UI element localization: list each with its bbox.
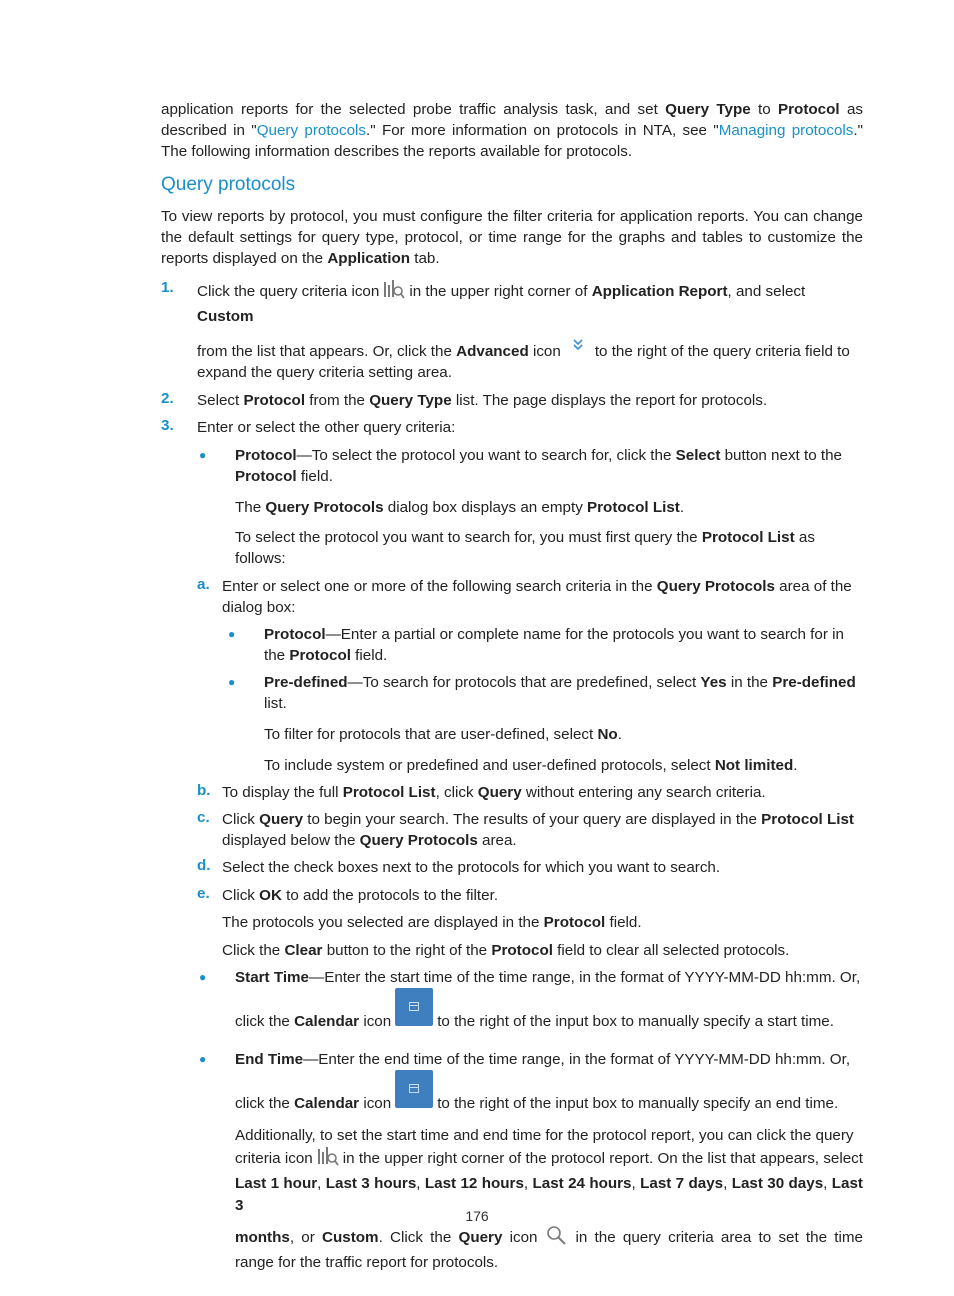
sub-bullet-predefined: [161, 672, 863, 714]
substep-c-text: [222, 809, 863, 851]
substep-label: a.: [197, 576, 210, 593]
bold-text: Last 3 hours: [325, 1175, 417, 1192]
link-managing-protocols[interactable]: Managing protocols: [718, 122, 854, 139]
text: —To search for protocols that are predefined, select: [347, 674, 701, 691]
bullet-dot-icon: ●: [228, 675, 236, 689]
bold-text: End Time: [235, 1051, 304, 1068]
substep-label: d.: [197, 857, 211, 874]
text: to the right of the query criteria field to expand the query criteria setting area.: [197, 343, 850, 381]
bold-text: Protocol: [243, 392, 306, 409]
query-criteria-icon: [317, 1146, 339, 1173]
text: field to clear all selected protocols.: [552, 942, 790, 959]
text: dialog box displays an empty: [383, 499, 588, 516]
text: To filter for protocols that are user-defined, select: [264, 726, 598, 743]
text: ,: [523, 1175, 533, 1192]
bullet-end-time-line-1: [235, 1049, 863, 1070]
bullet-start-time-line-2: [235, 988, 863, 1042]
bold-text: Query Type: [665, 101, 751, 118]
text: Enter or select one or more of the following search criteria in the: [222, 578, 657, 595]
bold-text: Custom: [322, 1229, 379, 1246]
bold-text: Query Protocols: [359, 832, 478, 849]
step-number: 1.: [161, 279, 174, 296]
bullet-dot-icon: ●: [199, 970, 207, 984]
text: to add the protocols to the filter.: [281, 887, 499, 904]
bold-text: OK: [259, 887, 282, 904]
text: to: [750, 101, 779, 118]
bold-text: Select: [675, 447, 721, 464]
paragraph-clear: [161, 940, 863, 961]
bullet-dot-icon: ●: [199, 448, 207, 462]
text: ,: [823, 1175, 832, 1192]
text: list. The page displays the report for protocols.: [451, 392, 768, 409]
bold-text: Query Type: [369, 392, 452, 409]
additionally-tail: [235, 1225, 863, 1274]
intro-paragraph: [161, 99, 863, 162]
section-paragraph: [161, 206, 863, 269]
text: ,: [416, 1175, 425, 1192]
text: in the upper right corner of the protocol report. On the list that appears, select: [342, 1150, 863, 1167]
text: icon: [502, 1229, 538, 1246]
bullet-start-time: [161, 967, 863, 1042]
substep-e-text: [222, 885, 863, 906]
bold-text: Query: [458, 1229, 503, 1246]
text: To display the full: [222, 784, 343, 801]
text: —Enter the end time of the time range, in the format of YYYY-MM-DD hh:mm. Or,: [303, 1051, 851, 1068]
text: in the query criteria area to set the time range for the traffic report for protocols.: [235, 1229, 863, 1271]
text: in the: [726, 674, 773, 691]
text: to begin your search. The results of your query are displayed in the: [303, 811, 762, 828]
bullet-start-time-line-1: [235, 967, 863, 988]
text: click the: [235, 1095, 295, 1112]
text: Select: [197, 392, 244, 409]
text: area of the dialog box:: [222, 578, 852, 616]
bold-text: Yes: [700, 674, 727, 691]
text: ." For more information on protocols in NTA, see ": [366, 122, 719, 139]
text: .: [617, 726, 622, 743]
substep-label: e.: [197, 885, 210, 902]
paragraph-dialog: [161, 497, 863, 518]
paragraph-to-select: [161, 527, 863, 569]
step-1: [161, 279, 863, 383]
text: button to the right of the: [322, 942, 492, 959]
step-3: [161, 417, 863, 438]
bold-text: Protocol: [264, 626, 326, 643]
document-page: [161, 99, 863, 1274]
bold-text: Query: [477, 784, 522, 801]
paragraph-selected: [161, 912, 863, 933]
bold-text: Protocol: [543, 914, 606, 931]
bold-text: Protocol: [491, 942, 553, 959]
text: icon: [528, 343, 561, 360]
bold-text: Not limited: [714, 757, 794, 774]
sub-bullet-protocol-text: [264, 624, 863, 666]
step-3-text: Enter or select the other query criteria:: [197, 419, 456, 436]
text: —To select the protocol you want to search for, click the: [296, 447, 676, 464]
substep-a: [161, 576, 863, 618]
bold-text: Query: [259, 811, 304, 828]
text: , click: [435, 784, 478, 801]
text: Click: [222, 887, 260, 904]
bullet-protocol: [161, 445, 863, 487]
search-icon: [546, 1225, 568, 1252]
step-number: 2.: [161, 390, 174, 407]
paragraph-include: [161, 755, 863, 776]
bold-text: Advanced: [456, 343, 529, 360]
text: ,: [631, 1175, 641, 1192]
sub-bullet-protocol: [161, 624, 863, 666]
bullet-end-time: [161, 1049, 863, 1124]
sub-bullet-predefined-text: [264, 672, 863, 714]
bold-text: Protocol List: [342, 784, 436, 801]
bold-text: Protocol: [235, 468, 297, 485]
text: , and select: [727, 283, 806, 300]
text: ,: [723, 1175, 732, 1192]
text: to the right of the input box to manually specify an end time.: [437, 1095, 839, 1112]
bold-text: Clear: [284, 942, 323, 959]
paragraph-user-defined: [161, 724, 863, 745]
substep-d: [161, 857, 863, 878]
text: displayed below the: [222, 832, 360, 849]
additionally-body: [235, 1146, 863, 1217]
step-2-text: [197, 390, 863, 411]
bold-text: Protocol List: [701, 529, 795, 546]
bullet-protocol-text: [235, 445, 863, 487]
text: ." The following information describes the reports available for protocols.: [161, 122, 863, 160]
text: list.: [264, 695, 287, 712]
bold-text: Start Time: [235, 969, 309, 986]
bullet-end-time-line-2: [235, 1070, 863, 1124]
text: from the list that appears. Or, click the: [197, 343, 457, 360]
text: click the: [235, 1013, 295, 1030]
bold-text: Protocol: [235, 447, 297, 464]
substep-b-text: [222, 782, 863, 803]
bold-text: Protocol List: [587, 499, 680, 516]
bold-text: No: [597, 726, 618, 743]
bold-text: Last 1 hour: [235, 1175, 318, 1192]
text: in the upper right corner of: [409, 283, 592, 300]
text: .: [793, 757, 798, 774]
bold-text: Protocol: [778, 101, 840, 118]
bold-text: Last 12 hours: [424, 1175, 524, 1192]
bold-text: Last 24 hours: [532, 1175, 632, 1192]
substep-label: b.: [197, 782, 211, 799]
calendar-icon: [395, 988, 433, 1026]
bold-text: Pre-defined: [264, 674, 348, 691]
text: The: [235, 499, 266, 516]
step-number: 3.: [161, 417, 174, 434]
bold-text: Last 7 days: [640, 1175, 724, 1192]
substep-label: c.: [197, 809, 210, 826]
text: . Click the: [378, 1229, 459, 1246]
bold-text: Protocol: [289, 647, 351, 664]
text: button next to the: [720, 447, 842, 464]
text: as follows:: [235, 529, 815, 567]
bullet-dot-icon: ●: [199, 1052, 207, 1066]
bold-text: Query Protocols: [265, 499, 384, 516]
step-1-line-2: [197, 337, 863, 383]
text: without entering any search criteria.: [521, 784, 766, 801]
substep-a-text: [222, 576, 863, 618]
text: application reports for the selected probe traffic analysis task, and set: [161, 101, 666, 118]
substep-c: [161, 809, 863, 851]
bold-text: Query Protocols: [656, 578, 775, 595]
text: Click the: [222, 942, 285, 959]
bullet-dot-icon: ●: [228, 627, 236, 641]
text: To select the protocol you want to search for, you must first query the: [235, 529, 702, 546]
additionally-line-1: Additionally, to set the start time and end time for the protocol report, you can click the query: [235, 1127, 854, 1144]
text: , or: [289, 1229, 323, 1246]
bold-text: Calendar: [294, 1095, 360, 1112]
text: as described in ": [161, 101, 863, 139]
text: from the: [305, 392, 370, 409]
text: field.: [296, 468, 333, 485]
query-criteria-icon: [383, 279, 405, 306]
text: to the right of the input box to manually specify a start time.: [437, 1013, 834, 1030]
link-query-protocols[interactable]: Query protocols: [256, 122, 367, 139]
substep-b: [161, 782, 863, 803]
substep-d-text: Select the check boxes next to the protocols for which you want to search.: [222, 859, 721, 876]
bold-text: Application: [327, 250, 411, 267]
bold-text: Custom: [197, 308, 254, 325]
text: ,: [317, 1175, 326, 1192]
bold-text: Calendar: [294, 1013, 360, 1030]
step-1-line-1: [197, 279, 863, 328]
text: icon: [359, 1013, 392, 1030]
section-heading: Query protocols: [161, 174, 296, 195]
text: .: [679, 499, 685, 516]
bold-text: months: [235, 1229, 290, 1246]
text: icon: [359, 1095, 392, 1112]
step-2: [161, 390, 863, 411]
text: —Enter the start time of the time range, in the format of YYYY-MM-DD hh:mm. Or,: [309, 969, 861, 986]
text: Click the query criteria icon: [197, 283, 380, 300]
advanced-chevron-icon: [571, 337, 585, 358]
text: Click: [222, 811, 260, 828]
text: To include system or predefined and user-defined protocols, select: [264, 757, 715, 774]
text: To view reports by protocol, you must configure the filter criteria for application reports. You can change the default settings for query type, protocol, or time range for the graphs and tables to customize the reports displayed on the: [161, 208, 863, 267]
text: field.: [605, 914, 642, 931]
paragraph-additionally: [161, 1125, 863, 1274]
bold-text: Last 3: [235, 1175, 863, 1214]
text: The protocols you selected are displayed in the: [222, 914, 544, 931]
calendar-icon: [395, 1070, 433, 1108]
text: field.: [350, 647, 388, 664]
bold-text: Application Report: [591, 283, 728, 300]
text: area.: [477, 832, 517, 849]
bold-text: Last 30 days: [731, 1175, 824, 1192]
text: criteria icon: [235, 1150, 313, 1167]
text: tab.: [410, 250, 440, 267]
page-number: 176: [465, 1208, 489, 1224]
text: —Enter a partial or complete name for the protocols you want to search for in the: [264, 626, 844, 664]
bold-text: Pre-defined: [772, 674, 856, 691]
substep-e: [161, 885, 863, 906]
bold-text: Protocol List: [761, 811, 854, 828]
